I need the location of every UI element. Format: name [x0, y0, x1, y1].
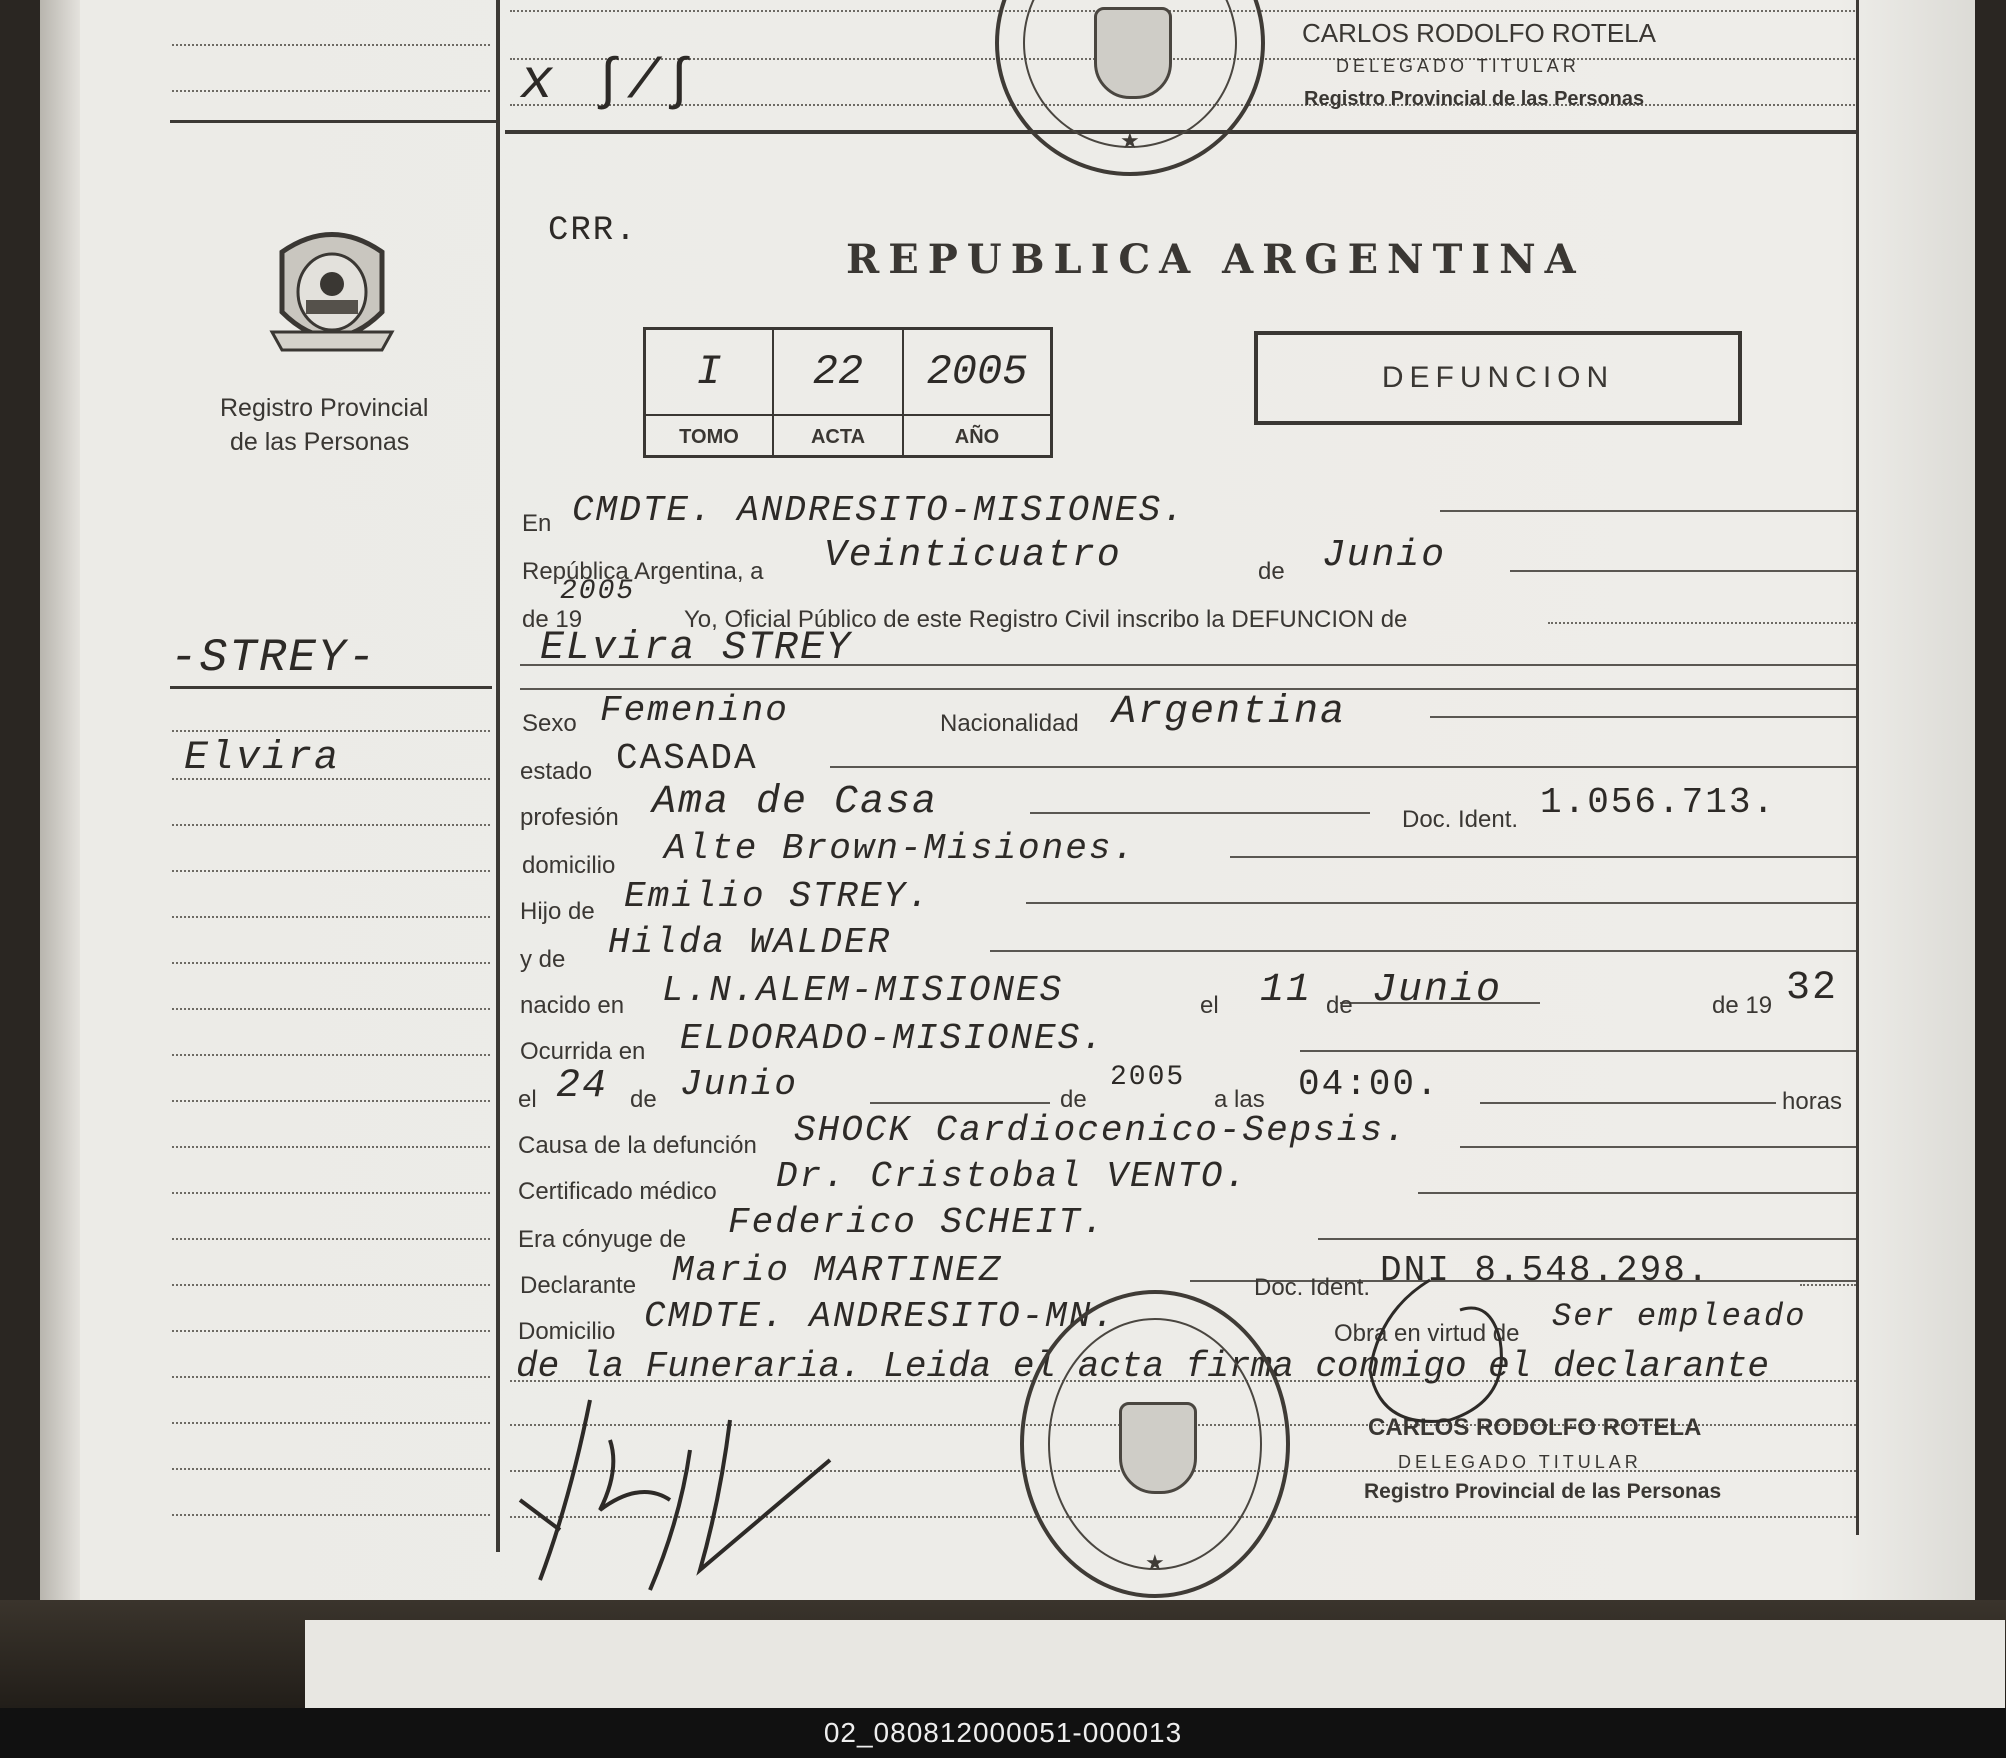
form-line — [1430, 716, 1856, 718]
death-de-label: de — [630, 1086, 657, 1113]
domicilio-value: Alte Brown-Misiones. — [664, 828, 1137, 869]
tomo-cell — [646, 330, 774, 455]
profesion-value: Ama de Casa — [652, 780, 939, 825]
form-line — [1460, 1146, 1856, 1148]
conyuge-label: Era cónyuge de — [518, 1226, 687, 1253]
birth-month-value: Junio — [1372, 968, 1503, 1013]
causa-value: SHOCK Cardiocenico-Sepsis. — [794, 1110, 1408, 1151]
right-border — [1856, 0, 1859, 1535]
margin-line — [172, 44, 490, 46]
death-time-value: 04:00. — [1298, 1064, 1440, 1105]
page-fold — [40, 0, 80, 1620]
margin-surname-underline — [170, 686, 492, 689]
certificado-value: Dr. Cristobal VENTO. — [776, 1156, 1249, 1197]
causa-label: Causa de la defunción — [518, 1132, 757, 1159]
death-de2-label: de — [1060, 1086, 1087, 1113]
officer-title-top: DELEGADO TITULAR — [1336, 56, 1580, 76]
declarant-signature — [500, 1380, 860, 1600]
image-caption: 02_080812000051-000013 — [0, 1708, 2006, 1758]
horas-label: horas — [1782, 1088, 1843, 1115]
margin-line — [172, 1284, 490, 1286]
conyuge-value: Federico SCHEIT. — [728, 1202, 1106, 1243]
registry-header-line2: de las Personas — [230, 428, 410, 456]
declarante-label: Declarante — [520, 1272, 637, 1299]
officer-office: Registro Provincial de las Personas — [1364, 1480, 1722, 1503]
birth-year-suffix: 32 — [1786, 966, 1839, 1011]
acta-value: 22 — [812, 348, 864, 396]
ocurrida-label: Ocurrida en — [520, 1038, 646, 1065]
form-line — [1510, 570, 1856, 572]
profesion-label: profesión — [520, 804, 619, 831]
declarante-doc-value: DNI 8.548.298. — [1380, 1250, 1711, 1291]
margin-line — [172, 962, 490, 964]
form-line — [830, 766, 1856, 768]
form-line — [1548, 622, 1856, 624]
acta-cell — [774, 330, 904, 455]
day-words-value: Veinticuatro — [824, 534, 1122, 577]
margin-line — [172, 1468, 490, 1470]
official-stamp-top: ★ — [995, 0, 1265, 176]
margin-line — [172, 1192, 490, 1194]
margin-line — [172, 1422, 490, 1424]
officer-office-top: Registro Provincial de las Personas — [1304, 88, 1645, 110]
hijo-label: Hijo de — [520, 898, 595, 925]
margin-line — [172, 778, 490, 780]
deceased-name: ELvira STREY — [540, 626, 853, 671]
birth-year-prefix: de 19 — [1712, 992, 1773, 1019]
anio-cell — [904, 330, 1050, 455]
margin-line — [172, 1146, 490, 1148]
father-value: Emilio STREY. — [624, 876, 931, 917]
declarante-doc-label: Doc. Ident. — [1254, 1274, 1371, 1301]
margin-divider — [496, 0, 500, 1552]
doc-ident-label: Doc. Ident. — [1402, 806, 1519, 833]
form-line — [870, 1102, 1050, 1104]
nacionalidad-label: Nacionalidad — [940, 710, 1079, 737]
form-line — [1480, 1102, 1776, 1104]
margin-line — [172, 1238, 490, 1240]
margin-line — [172, 1008, 490, 1010]
margin-top-divider — [170, 120, 496, 123]
en-value: CMDTE. ANDRESITO-MISIONES. — [572, 490, 1186, 531]
margin-line — [172, 824, 490, 826]
official-stamp: ★ — [1020, 1290, 1290, 1598]
margin-line — [172, 90, 490, 92]
officer-signature — [1340, 1270, 1540, 1440]
record-type-box: DEFUNCION — [1254, 331, 1742, 425]
margin-line — [172, 1376, 490, 1378]
death-month-value: Junio — [680, 1064, 799, 1105]
death-day-value: 24 — [556, 1064, 609, 1109]
doc-ident-value: 1.056.713. — [1540, 782, 1777, 823]
declarante-value: Mario MARTINEZ — [672, 1250, 1003, 1291]
birth-day-value: 11 — [1260, 968, 1313, 1013]
provincial-seal-icon — [262, 222, 402, 362]
form-line — [1026, 902, 1856, 904]
form-line — [1230, 856, 1856, 858]
next-page-edge — [305, 1620, 2005, 1708]
form-line — [1418, 1192, 1856, 1194]
month-value: Junio — [1322, 534, 1447, 577]
tomo-label: TOMO — [679, 426, 739, 448]
nacionalidad-value: Argentina — [1112, 690, 1347, 735]
death-year-value: 2005 — [1110, 1062, 1186, 1093]
country-title: REPUBLICA ARGENTINA — [846, 236, 1585, 283]
form-line — [1318, 1238, 1856, 1240]
mother-value: Hilda WALDER — [608, 922, 892, 963]
margin-line — [172, 1514, 490, 1516]
de-label: de — [1258, 558, 1285, 585]
margin-line — [172, 1054, 490, 1056]
domicilio2-label: Domicilio — [518, 1318, 616, 1345]
certificado-label: Certificado médico — [518, 1178, 717, 1205]
nacido-label: nacido en — [520, 992, 625, 1019]
signature-previous: x ∫/∫ — [520, 50, 699, 114]
margin-line — [172, 730, 490, 732]
form-line — [1300, 1050, 1856, 1052]
margin-surname: -STREY- — [170, 632, 378, 684]
alas-label: a las — [1214, 1086, 1265, 1113]
annotation: CRR. — [548, 212, 638, 250]
year-value: 2005 — [560, 576, 636, 607]
officer-name: CARLOS RODOLFO ROTELA — [1368, 1414, 1702, 1441]
form-line — [1030, 812, 1370, 814]
closing-line: de la Funeraria. Leida el acta firma conmigo el declarante — [516, 1346, 1770, 1387]
margin-line — [172, 1330, 490, 1332]
anio-value: 2005 — [926, 348, 1028, 396]
de19-label: de 19 — [522, 606, 583, 633]
death-el-label: el — [518, 1086, 537, 1113]
margin-line — [172, 916, 490, 918]
birth-el-label: el — [1200, 992, 1219, 1019]
sexo-value: Femenino — [600, 690, 789, 731]
record-number-box — [643, 327, 1053, 458]
margin-line — [172, 870, 490, 872]
estado-label: estado — [520, 758, 593, 785]
form-line — [1440, 510, 1856, 512]
estado-value: CASADA — [616, 738, 758, 779]
margin-line — [172, 1100, 490, 1102]
obra-value: Ser empleado — [1552, 1298, 1807, 1335]
en-label: En — [522, 510, 552, 537]
yde-label: y de — [520, 946, 566, 973]
form-line — [990, 950, 1856, 952]
domicilio2-value: CMDTE. ANDRESITO-MN. — [644, 1296, 1117, 1337]
form-line — [1800, 1284, 1856, 1286]
inscribo-text: Yo, Oficial Público de este Registro Civil inscribo la DEFUNCION de — [684, 606, 1408, 633]
tomo-value: I — [696, 348, 722, 396]
registry-header-line1: Registro Provincial — [220, 394, 429, 422]
acta-label: ACTA — [810, 426, 866, 448]
birthplace-value: L.N.ALEM-MISIONES — [662, 970, 1064, 1011]
officer-title: DELEGADO TITULAR — [1398, 1452, 1642, 1472]
margin-given-name: Elvira — [184, 736, 341, 781]
domicilio-label: domicilio — [522, 852, 616, 879]
anio-label: AÑO — [954, 426, 1000, 448]
death-place-value: ELDORADO-MISIONES. — [680, 1018, 1105, 1059]
obra-label: Obra en virtud de — [1334, 1320, 1520, 1347]
officer-name-top: CARLOS RODOLFO ROTELA — [1302, 18, 1656, 48]
republica-label: República Argentina, a — [522, 558, 764, 585]
birth-de-label: de — [1326, 992, 1353, 1019]
sexo-label: Sexo — [522, 710, 577, 737]
